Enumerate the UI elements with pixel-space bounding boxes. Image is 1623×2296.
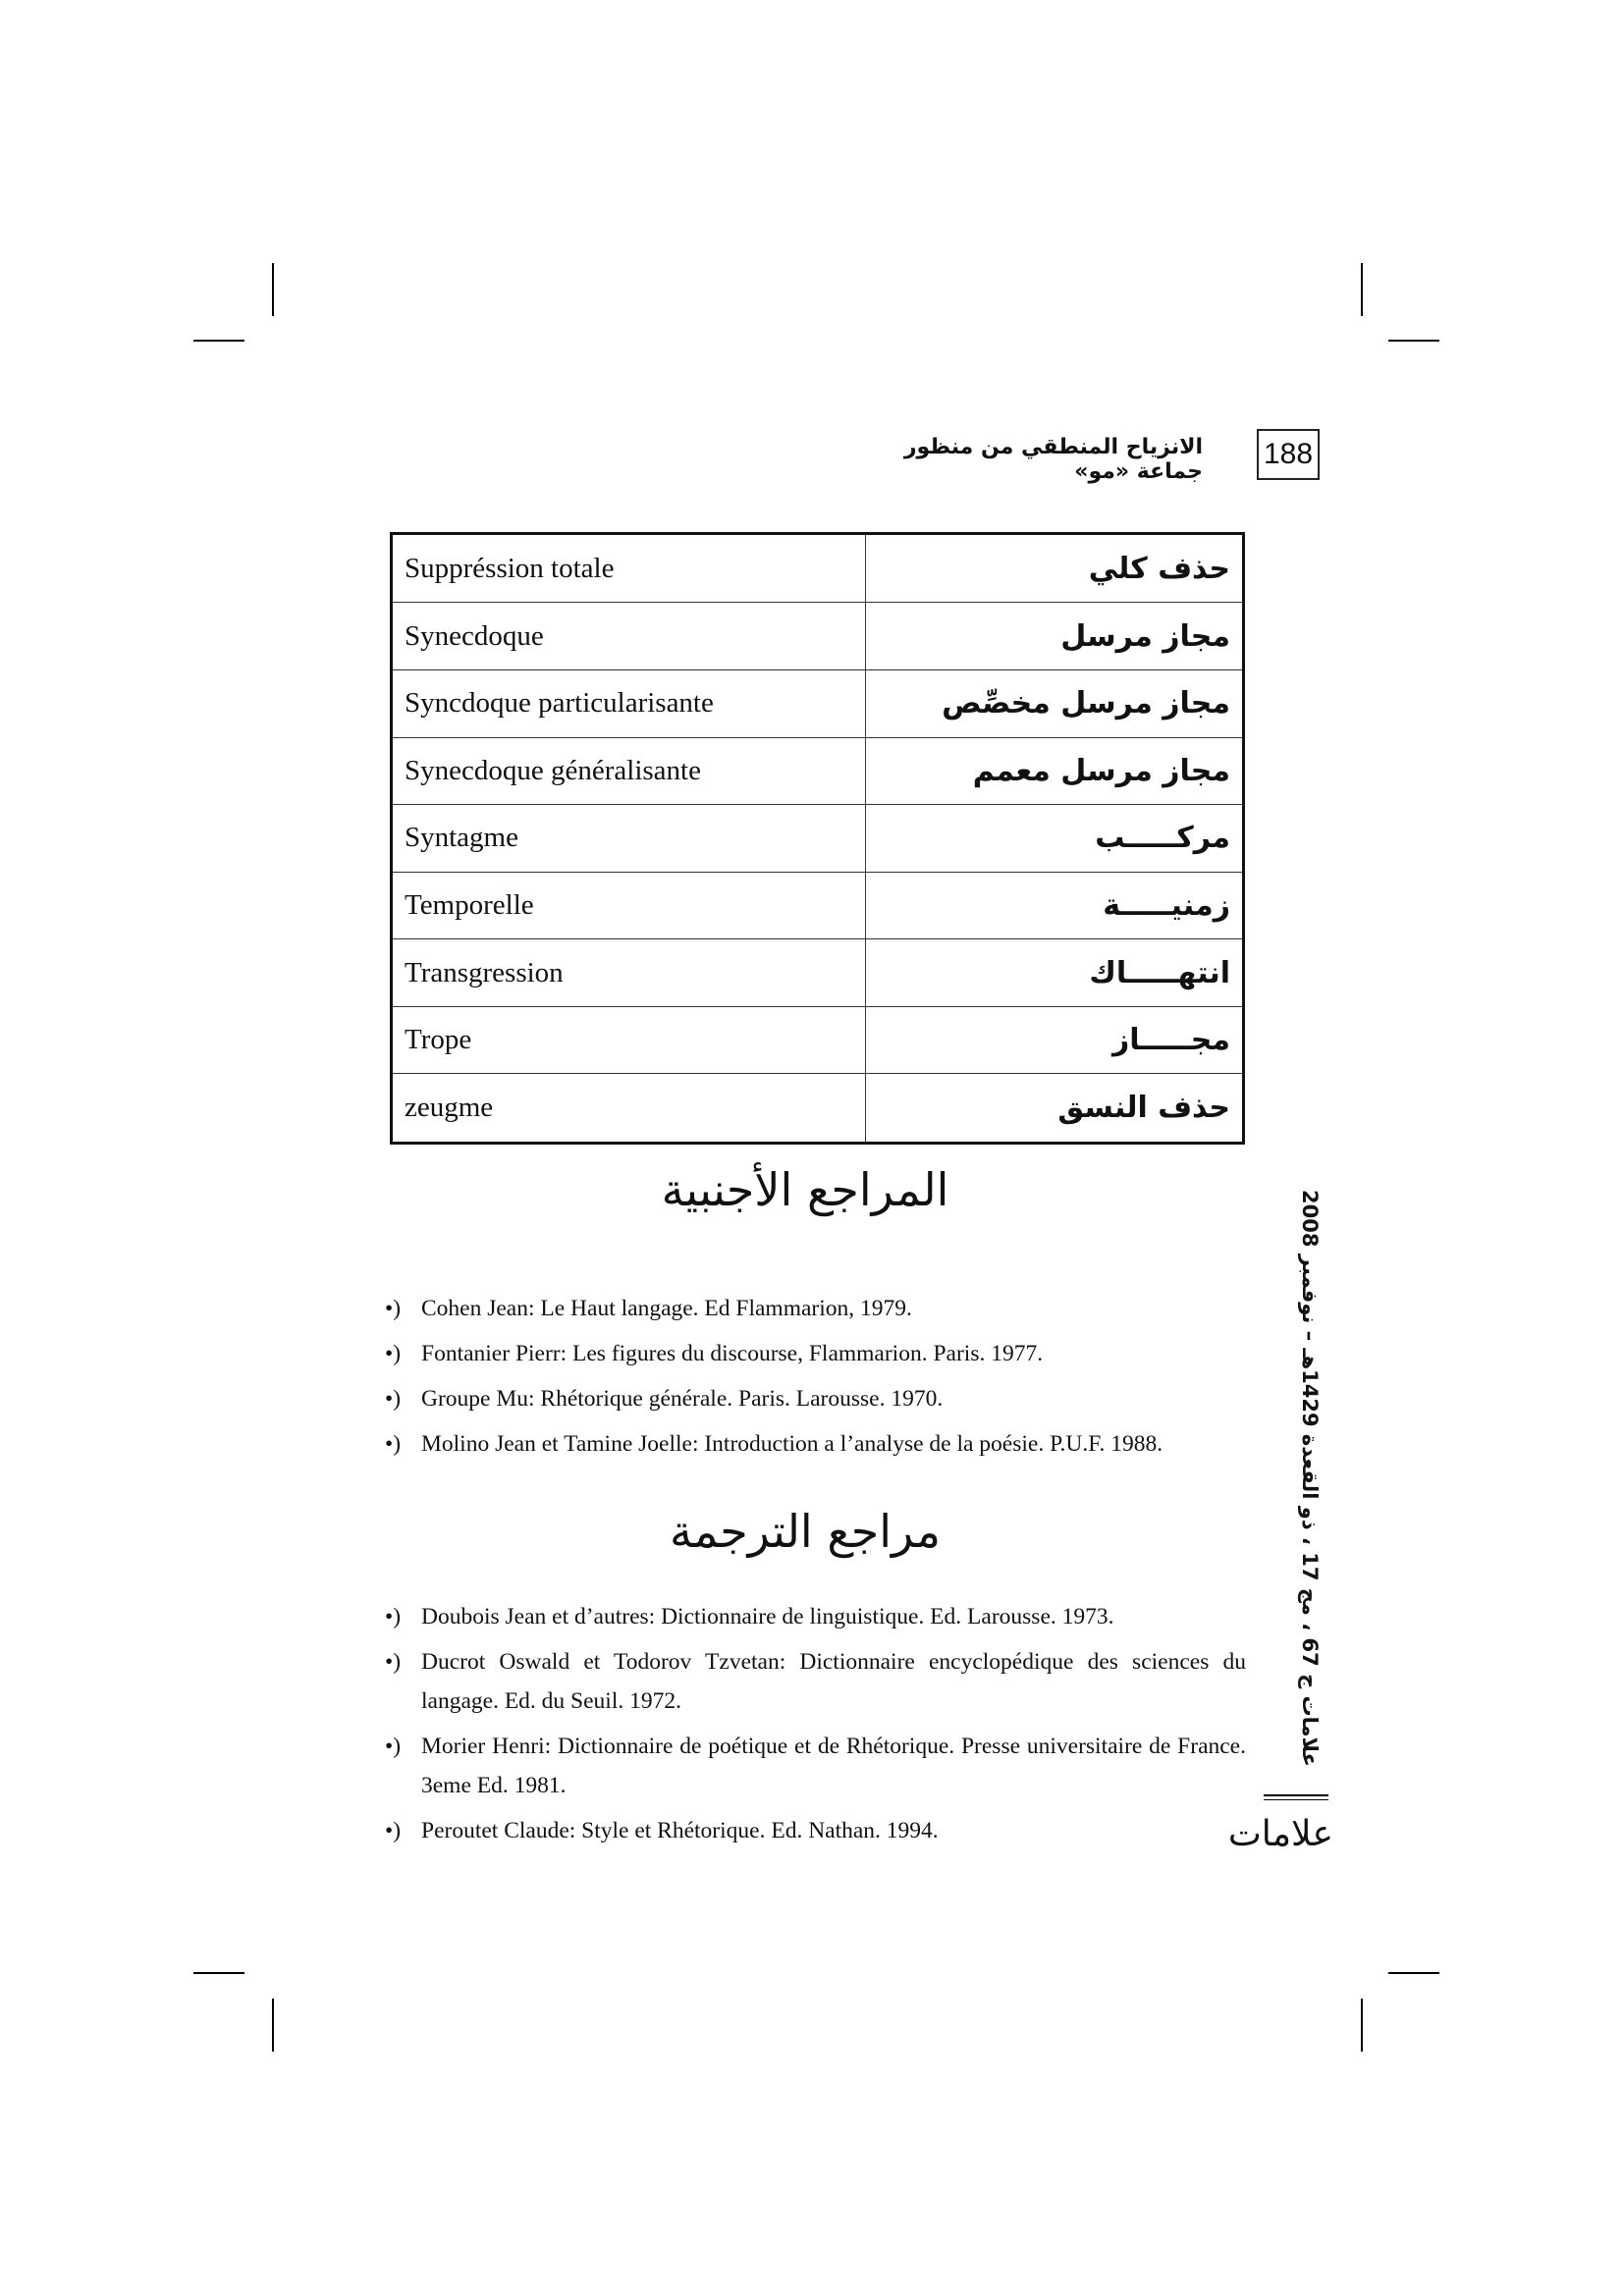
table-row — [392, 737, 1244, 805]
table-row — [392, 534, 1244, 603]
term-french: zeugme — [392, 1074, 866, 1144]
term-arabic: مجاز مرسل — [866, 603, 1244, 670]
term-french: Transgression — [392, 939, 866, 1007]
reference-text: Morier Henri: Dictionnaire de poétique et de Rhétorique. Presse universitaire de France. 3eme Ed. 1981. — [421, 1734, 1246, 1798]
crop-mark — [272, 263, 274, 316]
translation-references-list — [385, 1597, 1246, 1856]
journal-info: علامات ج 67 ، مج 17 ، ذو القعدة 1429هـ – نوفمبر 2008 — [1298, 1190, 1322, 1767]
bullet-marker: •) — [385, 1604, 402, 1629]
reference-text: Fontanier Pierr: Les figures du discourse, Flammarion. Paris. 1977. — [421, 1341, 1044, 1366]
reference-text: Ducrot Oswald et Todorov Tzvetan: Dictionnaire encyclopédique des sciences du langage. Ed. du Seuil. 1972. — [421, 1649, 1246, 1714]
term-french: Trope — [392, 1006, 866, 1074]
list-item — [385, 1597, 1246, 1636]
bullet-marker: •) — [385, 1431, 402, 1457]
term-arabic: مجاز مرسل معمم — [866, 737, 1244, 805]
crop-mark — [1388, 340, 1439, 342]
term-arabic: حذف كلي — [866, 534, 1244, 603]
list-item — [385, 1642, 1246, 1721]
page-number: 188 — [1257, 429, 1320, 480]
crop-mark — [1361, 263, 1363, 316]
term-french: Synecdoque — [392, 603, 866, 670]
reference-text: Groupe Mu: Rhétorique générale. Paris. Larousse. 1970. — [421, 1386, 944, 1412]
term-arabic: انتهـــــاك — [866, 939, 1244, 1007]
bullet-marker: •) — [385, 1341, 402, 1366]
table-row — [392, 603, 1244, 670]
list-item — [385, 1424, 1246, 1464]
term-french: Suppréssion totale — [392, 534, 866, 603]
bullet-marker: •) — [385, 1818, 402, 1843]
bullet-marker: •) — [385, 1386, 402, 1412]
term-french: Syntagme — [392, 805, 866, 873]
table-row — [392, 1074, 1244, 1144]
foreign-references-list — [385, 1289, 1246, 1469]
reference-text: Molino Jean et Tamine Joelle: Introduction a l’analyse de la poésie. P.U.F. 1988. — [421, 1431, 1163, 1457]
bullet-marker: •) — [385, 1734, 402, 1759]
glossary-table — [390, 532, 1245, 1145]
list-item — [385, 1727, 1246, 1805]
journal-logo: علامات — [1227, 1814, 1333, 1854]
list-item — [385, 1811, 1246, 1850]
list-item — [385, 1379, 1246, 1418]
term-arabic: مجـــــاز — [866, 1006, 1244, 1074]
reference-text: Cohen Jean: Le Haut langage. Ed Flammarion, 1979. — [421, 1296, 912, 1321]
crop-mark — [1388, 1972, 1439, 1974]
term-french: Temporelle — [392, 872, 866, 939]
divider — [1264, 1794, 1328, 1796]
crop-mark — [193, 340, 244, 342]
term-french: Synecdoque généralisante — [392, 737, 866, 805]
crop-mark — [272, 1999, 274, 2052]
list-item — [385, 1289, 1246, 1328]
crop-mark — [1361, 1999, 1363, 2052]
section-title-translation-references: مراجع الترجمة — [669, 1505, 942, 1558]
table-row — [392, 872, 1244, 939]
table-row — [392, 939, 1244, 1007]
running-title: الانزياح المنطقي من منظور جماعة «مو» — [903, 435, 1203, 484]
section-title-foreign-references: المراجع الأجنبية — [661, 1163, 949, 1216]
table-row — [392, 805, 1244, 873]
reference-text: Peroutet Claude: Style et Rhétorique. Ed. Nathan. 1994. — [421, 1818, 939, 1843]
crop-mark — [193, 1972, 244, 1974]
term-arabic: مركـــــب — [866, 805, 1244, 873]
table-row — [392, 1006, 1244, 1074]
reference-text: Doubois Jean et d’autres: Dictionnaire de linguistique. Ed. Larousse. 1973. — [421, 1604, 1114, 1629]
list-item — [385, 1334, 1246, 1373]
term-arabic: زمنيـــــة — [866, 872, 1244, 939]
term-arabic: حذف النسق — [866, 1074, 1244, 1144]
table-row — [392, 670, 1244, 738]
divider — [1264, 1799, 1328, 1800]
term-arabic: مجاز مرسل مخصِّص — [866, 670, 1244, 738]
term-french: Syncdoque particularisante — [392, 670, 866, 738]
bullet-marker: •) — [385, 1296, 402, 1321]
bullet-marker: •) — [385, 1649, 402, 1675]
